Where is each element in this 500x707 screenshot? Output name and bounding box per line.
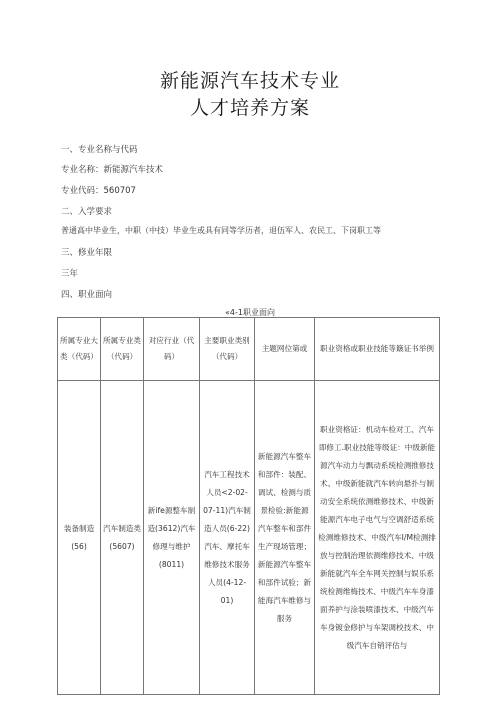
- table-row: [58, 381, 440, 695]
- header-industry: 对应行业（代码）: [144, 318, 200, 381]
- admission-text: 普通高中毕业生，中职（中技）毕业生或具有同等学历者，退伍军人、农民工、下岗职工等: [61, 226, 381, 235]
- table-caption: «4-1职业面向: [225, 308, 275, 317]
- cell-major-category: 装备制造(56): [58, 381, 101, 695]
- cell-certificates: 职业资格证：机动车检对工、汽车即修工.职业技能等级证：中级新能源汽车动力与飘动系统检测推修技术、中级新能就汽车转向悬扑与制动安全系统依测维修技术、中级新能源汽车电子电气与空调舒适系统检测维修技术、中级汽车I/M检测排放与控制治理依测维修技术、中级新能就汽车全车网关控制与娱乐系统检测维梅技术、中级汽车车身漆面养护与涂装喷漆技术、中级汽车车身镀金修护与车架调校技术、中级汽车自销评估与: [315, 381, 440, 695]
- cell-occupation: 汽车工程技术人员<2-02-07-11)汽车制造人员(6-22)汽车、摩托车维修技术服务人员(4-12-01): [200, 381, 255, 695]
- header-occupation: 主要职业类别（代码）: [200, 318, 255, 381]
- header-certificates: 职业资格或职业技能等簸证书举例: [315, 318, 440, 381]
- major-code: 专业代码：560707: [61, 186, 136, 196]
- major-name: 专业名称：新能源汽车技术: [61, 165, 164, 175]
- table-header-row: [58, 318, 440, 381]
- section-heading-name: 一、专业名称与代码: [61, 145, 138, 155]
- section-heading-duration: 三、修业年限: [61, 248, 113, 258]
- duration-text: 三年: [61, 269, 79, 279]
- doc-title-line1: 新能源汽车技术专业: [159, 70, 340, 92]
- cell-major-class: 汽车制造类(5607): [101, 381, 144, 695]
- cell-industry: 新ife源整车制造(3612)汽车修理与维护(8011): [144, 381, 200, 695]
- header-position: 主题网位第或: [255, 318, 315, 381]
- header-major-category: 所属专业大类（代码）: [58, 318, 101, 381]
- section-heading-admission: 二、入学要求: [61, 207, 113, 217]
- occupation-table: [57, 317, 440, 695]
- doc-title-line2: 人才培养方案: [189, 97, 310, 119]
- cell-position: 新能源汽车整车和部件：装配、调试、检测与质景检验:新能源汽车整车和部件生产现场管理；新能源汽车整车和部件试验；新能海汽车维修与服务: [255, 381, 315, 695]
- section-heading-occupation: 四、职业面向: [61, 290, 113, 300]
- header-major-class: 所属专业类（代码）: [101, 318, 144, 381]
